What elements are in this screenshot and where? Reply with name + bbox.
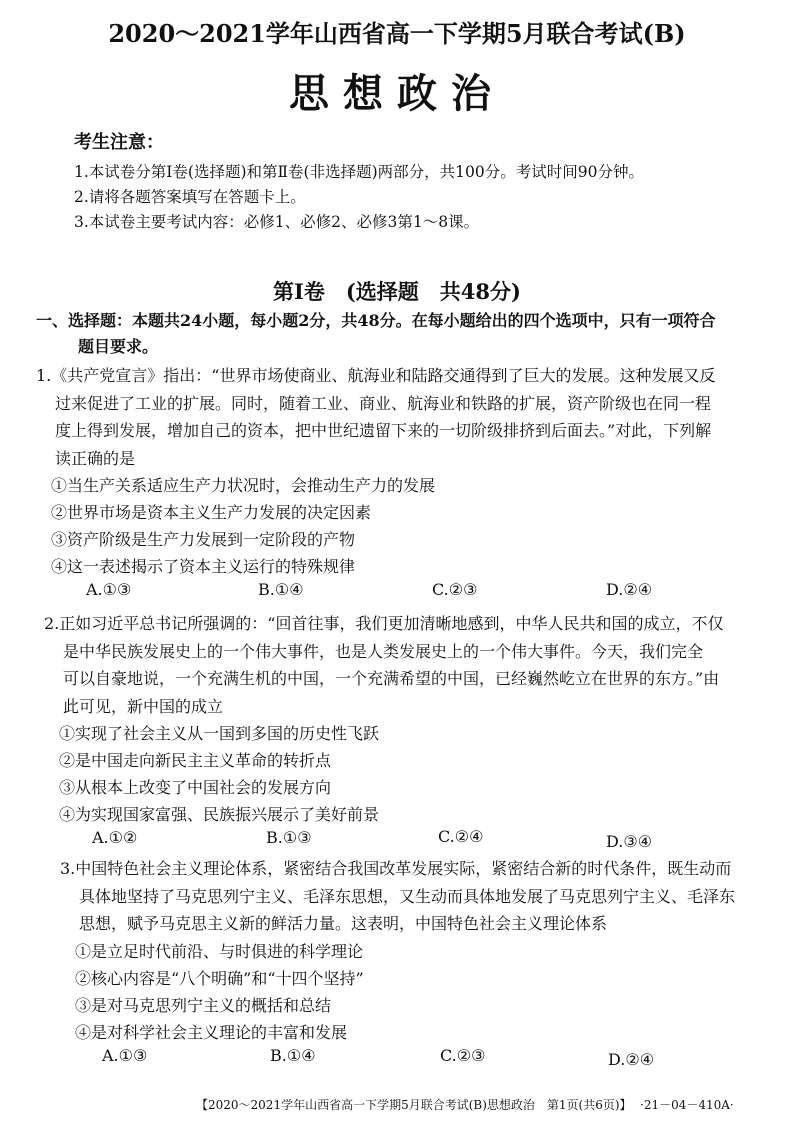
statement-option: ④是对科学社会主义理论的丰富和发展: [75, 1022, 348, 1042]
answer-choice-d: D.②④: [608, 1049, 655, 1069]
answer-choice-c: C.②③: [440, 1045, 486, 1065]
statement-option: ①当生产关系适应生产力状况时，会推动生产力的发展: [51, 476, 436, 495]
answer-choice-d: D.③④: [606, 832, 653, 851]
answer-choice-d: D.②④: [606, 580, 653, 599]
notice-item: 3.本试卷主要考试内容：必修1、必修2、必修3第1～8课。: [74, 213, 480, 231]
answer-choice-a: A.①③: [86, 580, 132, 599]
statement-option: ③是对马克思列宁主义的概括和总结: [75, 995, 332, 1015]
candidate-notice: [74, 128, 774, 235]
statement-option: ②是中国走向新民主主义革命的转折点: [59, 751, 332, 770]
answer-choice-a: A.①③: [102, 1045, 148, 1065]
answer-choice-b: B.①④: [258, 580, 304, 599]
statement-option: ②世界市场是资本主义生产力发展的决定因素: [51, 503, 372, 522]
instruction-line: 题目要求。: [78, 337, 159, 356]
question-stem-line: 可以自豪地说，一个充满生机的中国，一个充满希望的中国，已经巍然屹立在世界的东方。”由: [63, 669, 720, 688]
question-stem-line: 2.正如习近平总书记所强调的：“回首往事，我们更加清晰地感到，中华人民共和国的成立，不仅: [44, 614, 724, 633]
footer-text: 【2020～2021学年山西省高一下学期5月联合考试(B)思想政治 第1页(共6页)】: [196, 1098, 632, 1112]
question-stem-line: 思想，赋予马克思主义新的鲜活力量。这表明，中国特色社会主义理论体系: [79, 914, 608, 933]
answer-choice-a: A.①②: [92, 828, 138, 847]
question-stem-line: 3.中国特色社会主义理论体系，紧密结合我国改革发展实际，紧密结合新的时代条件，既生动而: [60, 859, 732, 878]
section-title: 第Ⅰ卷 (选择题 共48分): [273, 279, 521, 304]
statement-option: ③从根本上改变了中国社会的发展方向: [59, 778, 332, 797]
question-stem-line: 具体地坚持了马克思列宁主义、毛泽东思想，又生动而具体地发展了马克思列宁主义、毛泽东: [79, 886, 736, 906]
question-stem-line: 是中华民族发展史上的一个伟大事件，也是人类发展史上的一个伟大事件。今天，我们完全: [63, 641, 704, 661]
instruction-line: 一、选择题：本题共24小题，每小题2分，共48分。在每小题给出的四个选项中，只有一项符合: [36, 311, 716, 330]
answer-choice-b: B.①④: [270, 1045, 316, 1065]
statement-option: ①实现了社会主义从一国到多国的历史性飞跃: [59, 724, 380, 743]
notice-heading: 考生注意：: [74, 132, 164, 153]
statement-option: ④这一表述揭示了资本主义运行的特殊规律: [51, 557, 356, 576]
subject-title: 思想政治: [289, 70, 505, 117]
statement-option: ①是立足时代前沿、与时俱进的科学理论: [75, 941, 364, 961]
question-1: [36, 362, 766, 608]
answer-choices: [36, 580, 766, 608]
answer-choice-c: C.②④: [438, 827, 484, 846]
statement-option: ④为实现国家富强、民族振兴展示了美好前景: [59, 805, 380, 824]
section-instructions: [36, 308, 756, 360]
statement-option: ③资产阶级是生产力发展到一定阶段的产物: [51, 530, 356, 549]
question-stem-line: 度上得到发展，增加自己的资本，把中世纪遗留下来的一切阶级排挤到后面去。”对此，下列解: [55, 421, 712, 440]
question-stem-line: 此可见，新中国的成立: [63, 696, 224, 716]
question-3: [60, 855, 780, 1074]
page-footer: [196, 1096, 776, 1113]
question-stem-line: 读正确的是: [55, 448, 136, 468]
exam-title: 2020～2021学年山西省高一下学期5月联合考试(B): [108, 19, 686, 48]
notice-item: 1.本试卷分第Ⅰ卷(选择题)和第Ⅱ卷(非选择题)两部分，共100分。考试时间90分钟。: [74, 163, 644, 181]
footer-code: ·21－04－410A·: [640, 1098, 734, 1112]
answer-choices: [60, 1046, 780, 1074]
answer-choice-c: C.②③: [432, 580, 478, 599]
statement-option: ②核心内容是“八个明确”和“十四个坚持”: [75, 968, 364, 988]
question-stem-line: 1.《共产党宣言》指出：“世界市场使商业、航海业和陆路交通得到了巨大的发展。这种发展又反: [36, 366, 716, 385]
question-stem-line: 过来促进了工业的扩展。同时，随着工业、商业、航海业和铁路的扩展，资产阶级也在同一程: [55, 393, 712, 413]
answer-choices: [44, 828, 774, 856]
answer-choice-b: B.①③: [266, 828, 312, 847]
notice-item: 2.请将各题答案填写在答题卡上。: [74, 188, 306, 206]
question-2: [44, 610, 774, 856]
